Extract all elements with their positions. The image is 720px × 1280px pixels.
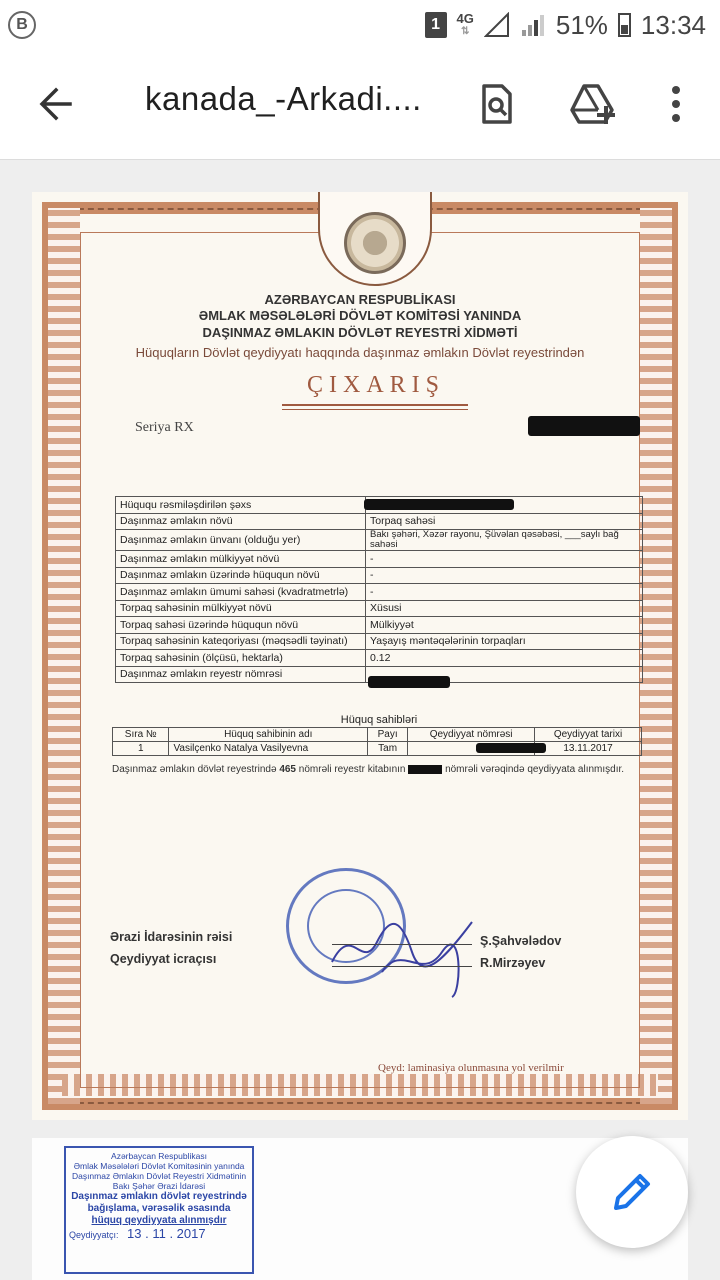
info-key: Hüququ rəsmiləşdirilən şəxs [116, 497, 366, 514]
stamp-line-3: Daşınmaz Əmlakın Dövlət Reyestri Xidmətinin [71, 1171, 247, 1181]
info-value: - [366, 551, 643, 568]
info-key: Torpaq sahəsinin (ölçüsü, hektarla) [116, 650, 366, 667]
registration-stamp [64, 1146, 254, 1274]
sim-icon: 1 [425, 12, 447, 38]
frame-left-border [48, 208, 80, 1104]
registry-note [112, 764, 642, 776]
redaction-bar [368, 676, 450, 688]
stamp-big-2: bağışlama, vərəsəlik əsasında [87, 1203, 231, 1214]
info-key: Torpaq sahəsinin mülkiyyət növü [116, 600, 366, 617]
battery-icon [618, 13, 631, 37]
document-title: kanada_-Arkadi.... [145, 80, 422, 117]
header-line-3: DAŞINMAZ ƏMLAKIN DÖVLƏT REYESTRİ XİDMƏTİ [202, 325, 518, 340]
info-key: Daşınmaz əmlakın üzərində hüququn növü [116, 567, 366, 584]
signatory-role-1: Ərazi İdarəsinin rəisi [110, 930, 233, 944]
info-value: 0.12 [366, 650, 643, 667]
owner-share-cell: Tam [368, 742, 408, 756]
header-line-2: ƏMLAK MƏSƏLƏLƏRİ DÖVLƏT KOMİTƏSİ YANINDA [198, 308, 522, 323]
heading-underline [282, 404, 468, 410]
owners-header-cell: Sıra № [113, 728, 169, 742]
signature-line [332, 966, 472, 967]
stamp-big-1: Daşınmaz əmlakın dövlət reyestrində [71, 1191, 247, 1202]
edit-pencil-icon [610, 1170, 654, 1214]
owners-header-cell: Payı [368, 728, 408, 742]
table-row [116, 530, 643, 551]
frame-right-border [640, 208, 672, 1104]
find-in-page-icon[interactable] [472, 80, 520, 128]
info-key: Torpaq sahəsi üzərində hüququn növü [116, 617, 366, 634]
owners-header-cell: Hüquq sahibinin adı [169, 728, 368, 742]
document-heading: ÇIXARIŞ [306, 372, 445, 398]
signature-line [332, 944, 472, 945]
handwritten-signature [322, 902, 482, 1002]
note-part-1: Daşınmaz əmlakın dövlət reyestrində [112, 764, 277, 775]
info-value: Yaşayış məntəqələrinin torpaqları [366, 633, 643, 650]
signal-bars-icon [520, 12, 546, 38]
table-row [116, 513, 643, 530]
info-value: Torpaq sahəsi [366, 513, 643, 530]
property-info-table [115, 496, 643, 683]
table-row [113, 742, 642, 756]
app-notification-icon: B [8, 11, 36, 39]
info-value: - [366, 567, 643, 584]
note-part-2: nömrəli reyestr kitabının [298, 764, 406, 775]
stamp-date: 13 . 11 . 2017 [127, 1226, 206, 1241]
note-number: 465 [279, 764, 296, 775]
signal-icon [484, 12, 510, 38]
redaction-bar [364, 499, 514, 510]
table-row [116, 551, 643, 568]
redaction-bar [476, 743, 546, 753]
table-row [116, 617, 643, 634]
status-icons [425, 8, 706, 42]
back-arrow-icon[interactable] [34, 82, 78, 126]
owner-date-cell: 13.11.2017 [535, 742, 642, 756]
redaction-bar [528, 416, 640, 436]
table-row [116, 567, 643, 584]
battery-percent: 51% [555, 9, 608, 40]
stamp-line-2: Əmlak Məsələləri Dövlət Komitəsinin yanında [73, 1161, 245, 1171]
status-bar [0, 0, 720, 50]
signatory-name-2: R.Mirzəyev [480, 956, 546, 970]
info-value: Bakı şəhəri, Xəzər rayonu, Şüvəlan qəsəbəsi, ___saylı bağ sahəsi [366, 530, 643, 551]
edit-fab-button[interactable] [576, 1136, 688, 1248]
info-key: Daşınmaz əmlakın ümumi sahəsi (kvadratmetrlə) [116, 584, 366, 601]
network-type-label: 4G [456, 11, 474, 26]
info-key: Daşınmaz əmlakın reyestr nömrəsi [116, 666, 366, 683]
state-emblem-icon [344, 212, 406, 274]
stamp-registrar [69, 1226, 249, 1241]
info-key: Torpaq sahəsinin kateqoriyası (məqsədli təyinatı) [116, 633, 366, 650]
table-row [116, 584, 643, 601]
series-label: Seriya RX [135, 420, 194, 435]
add-to-drive-icon[interactable] [568, 80, 616, 128]
more-vert-icon[interactable] [652, 80, 700, 128]
network-type-icon: 4G ⇅ [456, 11, 474, 37]
lamination-note: Qeyd: laminasiya olunmasına yol verilmir [378, 1062, 564, 1074]
signatory-name-1: Ş.Şahvələdov [480, 934, 562, 948]
info-value: Mülkiyyət [366, 617, 643, 634]
stamp-big-3: hüquq qeydiyyata alınmışdır [91, 1215, 227, 1226]
info-key: Daşınmaz əmlakın növü [116, 513, 366, 530]
info-key: Daşınmaz əmlakın ünvanı (olduğu yer) [116, 530, 366, 551]
document-page[interactable] [32, 192, 688, 1120]
stamp-line-4: Bakı Şəhər Ərazi İdarəsi [112, 1181, 206, 1191]
owner-no-cell: 1 [113, 742, 169, 756]
stamp-date-label: Qeydiyyatçı: [69, 1230, 119, 1240]
header-line-1: AZƏRBAYCAN RESPUBLİKASI [264, 292, 456, 307]
info-key: Daşınmaz əmlakın mülkiyyət növü [116, 551, 366, 568]
redaction-bar [408, 765, 442, 774]
info-value: - [366, 584, 643, 601]
stamp-line-1: Azərbaycan Respublikası [111, 1151, 207, 1161]
table-row [116, 650, 643, 667]
table-row [116, 633, 643, 650]
clock: 13:34 [640, 9, 706, 40]
note-part-3: nömrəli vərəqində qeydiyyata alınmışdır. [445, 764, 625, 775]
table-row [116, 600, 643, 617]
app-bar [0, 50, 720, 160]
info-value: Xüsusi [366, 600, 643, 617]
header-line-4: Hüquqların Dövlət qeydiyyatı haqqında daşınmaz əmlakın Dövlət reyestrindən [135, 345, 585, 360]
signatory-role-2: Qeydiyyat icraçısı [110, 952, 217, 966]
owners-table [112, 727, 642, 756]
owners-header-cell: Qeydiyyat nömrəsi [408, 728, 535, 742]
owner-name-cell: Vasilçenko Natalya Vasilyevna [169, 742, 368, 756]
owners-caption: Hüquq sahibləri [340, 714, 418, 726]
owners-header-cell: Qeydiyyat tarixi [535, 728, 642, 742]
